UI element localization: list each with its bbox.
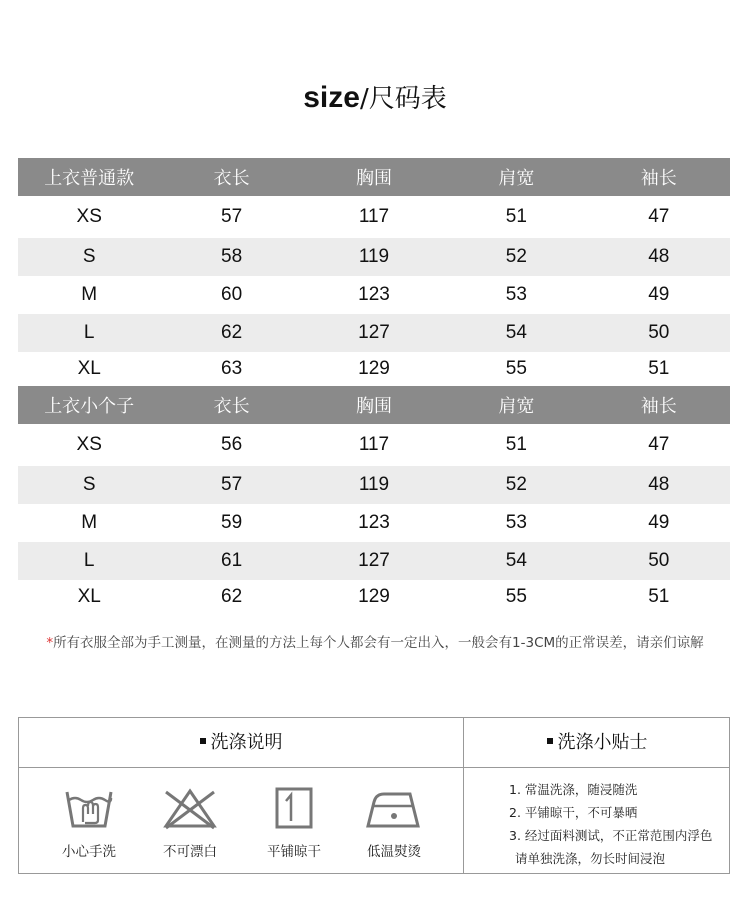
size-cell: XL (77, 358, 101, 379)
care-tips (463, 768, 731, 870)
table-header-regular (18, 158, 730, 196)
care-item-low-iron (349, 786, 439, 860)
size-cell: M (81, 512, 98, 533)
bullet-icon (547, 738, 553, 744)
value-cell: 58 (221, 246, 243, 267)
care-item-hand-wash (44, 786, 134, 860)
title-en: size (303, 81, 360, 114)
size-cell: XL (77, 586, 101, 607)
value-cell: 63 (221, 358, 243, 379)
size-cell: S (82, 246, 96, 267)
care-instructions-title (19, 718, 463, 767)
hand-wash-icon (61, 786, 117, 832)
title-zh: 尺码表 (368, 84, 447, 114)
value-cell: 49 (648, 512, 670, 533)
size-cell: XS (76, 206, 102, 227)
header-cell: 袖长 (640, 396, 677, 417)
page-title (0, 78, 750, 119)
value-cell: 47 (648, 206, 670, 227)
value-cell: 56 (221, 434, 243, 455)
care-left-title: 洗涤说明 (210, 732, 283, 753)
value-cell: 50 (648, 550, 670, 571)
header-cell: 胸围 (355, 396, 392, 417)
table-row (18, 196, 730, 238)
header-cell: 上衣小个子 (44, 396, 135, 417)
care-label: 不可漂白 (163, 844, 217, 860)
value-cell: 60 (221, 284, 243, 305)
title-sep: / (359, 84, 369, 114)
value-cell: 51 (648, 358, 670, 379)
care-right-title: 洗涤小贴士 (557, 732, 648, 753)
size-cell: L (83, 550, 95, 571)
low-iron-icon (364, 786, 424, 832)
value-cell: 54 (505, 550, 527, 571)
value-cell: 59 (221, 512, 243, 533)
value-cell: 117 (358, 206, 390, 227)
care-label: 小心手洗 (62, 844, 116, 860)
care-label: 平铺晾干 (267, 844, 321, 860)
value-cell: 52 (505, 474, 527, 495)
value-cell: 57 (221, 206, 243, 227)
table-row (18, 466, 730, 504)
header-cell: 肩宽 (498, 396, 535, 417)
value-cell: 127 (358, 550, 390, 571)
table-row (18, 424, 730, 466)
measurement-note (0, 631, 750, 651)
tip-item: 请单独洗涤，勿长时间浸泡 (515, 851, 666, 866)
header-cell: 衣长 (213, 168, 250, 189)
size-cell: L (83, 322, 95, 343)
size-table (18, 158, 730, 614)
value-cell: 57 (221, 474, 243, 495)
tip-item: 3. 经过面料测试，不正常范围内浮色 (509, 828, 713, 843)
table-header-petite (18, 386, 730, 424)
table-row (18, 314, 730, 352)
value-cell: 123 (358, 512, 390, 533)
value-cell: 51 (648, 586, 670, 607)
table-row (18, 238, 730, 276)
value-cell: 62 (221, 322, 243, 343)
value-cell: 54 (505, 322, 527, 343)
note-text: 所有衣服全部为手工测量，在测量的方法上每个人都会有一定出入，一般会有1-3CM的正常误差，请亲们谅解 (53, 635, 704, 651)
header-cell: 胸围 (355, 168, 392, 189)
note-star: * (46, 635, 54, 651)
value-cell: 55 (505, 586, 527, 607)
size-cell: S (82, 474, 96, 495)
value-cell: 49 (648, 284, 670, 305)
value-cell: 53 (505, 284, 527, 305)
size-cell: M (81, 284, 98, 305)
care-label: 低温熨烫 (367, 844, 421, 860)
header-cell: 衣长 (213, 396, 250, 417)
tip-item: 1. 常温洗涤，随浸随洗 (509, 782, 638, 797)
tip-item: 2. 平铺晾干，不可暴晒 (509, 805, 638, 820)
value-cell: 48 (648, 474, 670, 495)
value-cell: 119 (358, 474, 390, 495)
care-item-no-bleach (145, 786, 235, 860)
value-cell: 62 (221, 586, 243, 607)
value-cell: 47 (648, 434, 670, 455)
value-cell: 50 (648, 322, 670, 343)
no-bleach-icon (162, 786, 218, 832)
flat-dry-icon (266, 786, 322, 832)
value-cell: 127 (358, 322, 390, 343)
value-cell: 129 (358, 358, 390, 379)
table-row (18, 352, 730, 386)
table-row (18, 542, 730, 580)
value-cell: 52 (505, 246, 527, 267)
care-item-flat-dry (249, 786, 339, 860)
care-panel (18, 717, 730, 874)
table-row (18, 276, 730, 314)
table-row (18, 504, 730, 542)
value-cell: 48 (648, 246, 670, 267)
header-cell: 上衣普通款 (44, 168, 135, 189)
value-cell: 129 (358, 586, 390, 607)
care-tips-title (463, 718, 731, 767)
table-row (18, 580, 730, 614)
header-cell: 袖长 (640, 168, 677, 189)
value-cell: 55 (505, 358, 527, 379)
header-cell: 肩宽 (498, 168, 535, 189)
value-cell: 117 (358, 434, 390, 455)
bullet-icon (200, 738, 206, 744)
care-icons (19, 768, 463, 874)
size-cell: XS (76, 434, 102, 455)
value-cell: 61 (221, 550, 243, 571)
value-cell: 53 (505, 512, 527, 533)
value-cell: 119 (358, 246, 390, 267)
value-cell: 123 (358, 284, 390, 305)
value-cell: 51 (505, 206, 527, 227)
value-cell: 51 (505, 434, 527, 455)
